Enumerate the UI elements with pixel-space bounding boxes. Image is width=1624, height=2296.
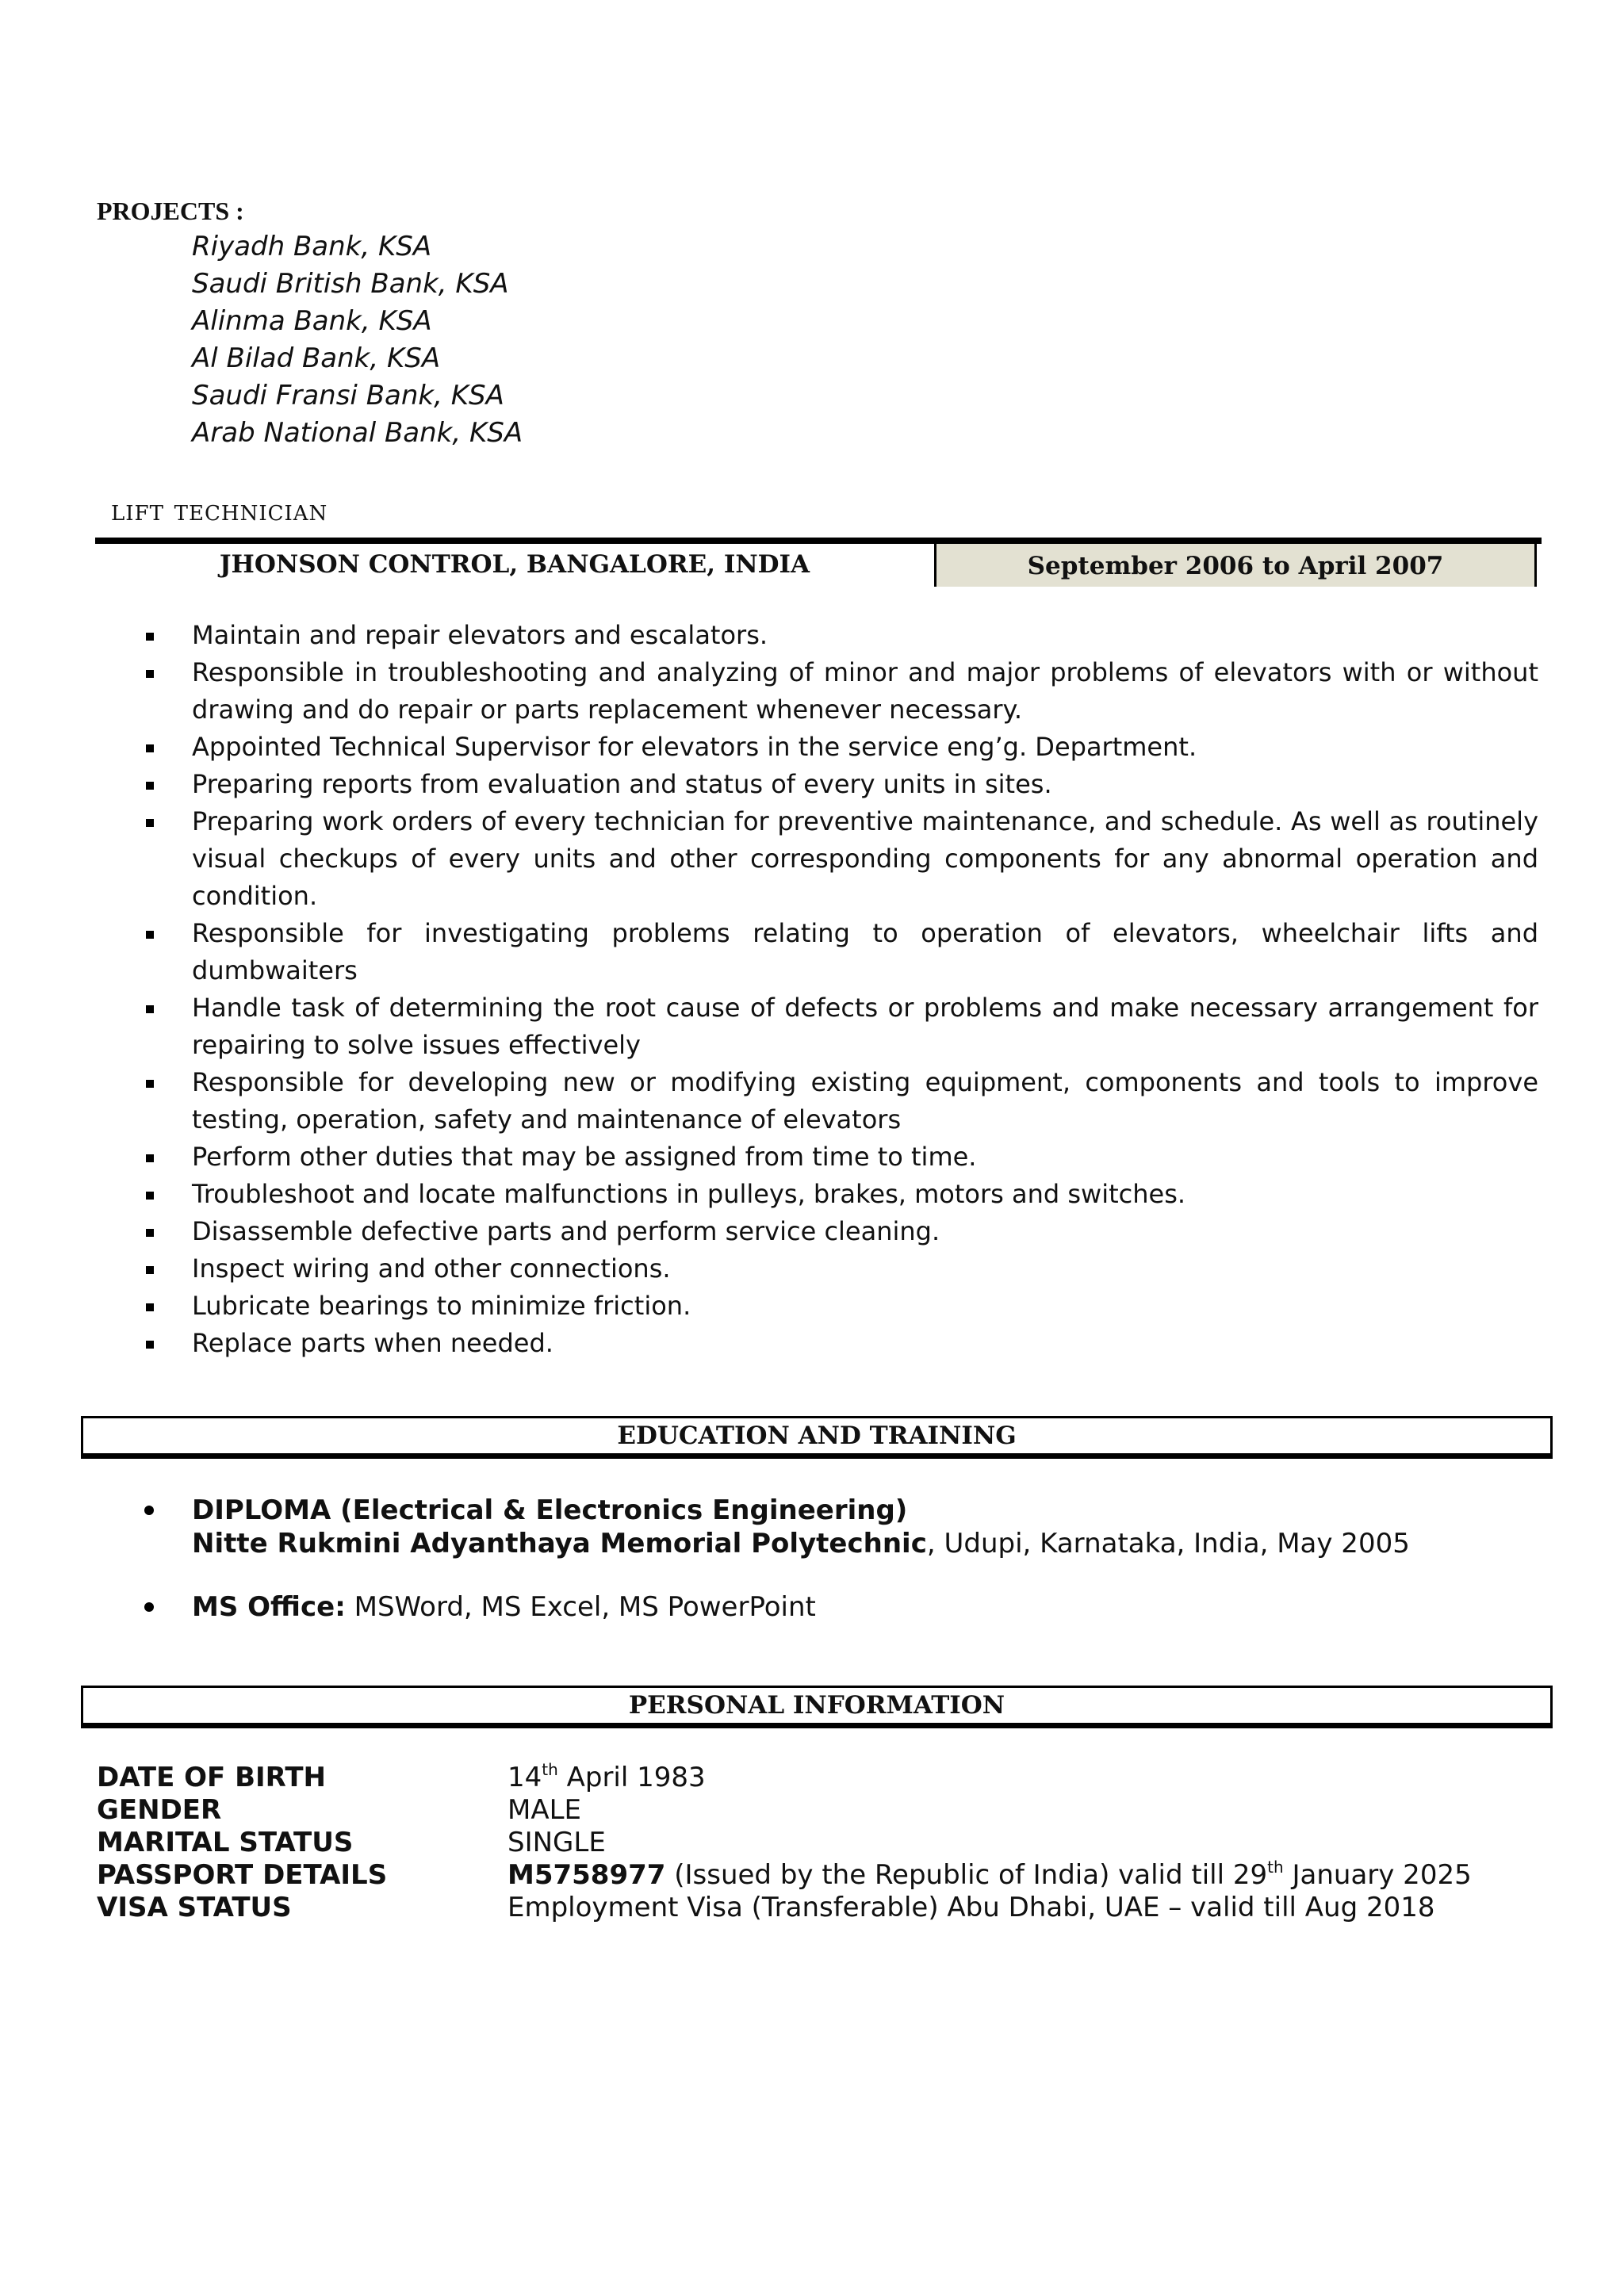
- ms-office-value: MSWord, MS Excel, MS PowerPoint: [345, 1591, 816, 1623]
- bullet-icon: [144, 1602, 154, 1612]
- gender-value: MALE: [508, 1794, 582, 1826]
- duty-item: Disassemble defective parts and perform service cleaning.: [192, 1213, 1538, 1250]
- duty-item: Maintain and repair elevators and escalators.: [192, 617, 1538, 654]
- projects-label: PROJECTS :: [97, 197, 244, 225]
- duty-item: Replace parts when needed.: [192, 1325, 1538, 1362]
- visa-label: VISA STATUS: [97, 1892, 292, 1923]
- education-heading: EDUCATION AND TRAINING: [81, 1416, 1553, 1456]
- duty-item: Responsible for developing new or modifying existing equipment, components and tools to improve testing, operation, safety and maintenance of elevators: [192, 1064, 1538, 1138]
- duties-list: [192, 617, 1538, 1362]
- duty-item: Responsible for investigating problems relating to operation of elevators, wheelchair lifts and dumbwaiters: [192, 915, 1538, 989]
- marital-label: MARITAL STATUS: [97, 1827, 354, 1858]
- duty-item: Troubleshoot and locate malfunctions in pulleys, brakes, motors and switches.: [192, 1176, 1538, 1213]
- duty-item: Responsible in troubleshooting and analyzing of minor and major problems of elevators with or without drawing and do repair or parts replacement whenever necessary.: [192, 654, 1538, 729]
- marital-value: SINGLE: [508, 1827, 606, 1858]
- dob-value: 14th April 1983: [508, 1760, 706, 1793]
- diploma-title: DIPLOMA (Electrical & Electronics Engineering): [192, 1494, 908, 1526]
- duty-item: Perform other duties that may be assigned from time to time.: [192, 1138, 1538, 1176]
- personal-info-heading: PERSONAL INFORMATION: [81, 1686, 1553, 1725]
- duty-item: Handle task of determining the root cause of defects or problems and make necessary arrangement for repairing to solve issues effectively: [192, 989, 1538, 1064]
- skills-entry: [192, 1590, 816, 1624]
- project-list: [192, 228, 523, 452]
- institution-details: , Udupi, Karnataka, India, May 2005: [926, 1528, 1410, 1559]
- passport-label: PASSPORT DETAILS: [97, 1859, 388, 1891]
- education-entry: [192, 1494, 1410, 1560]
- project-item: Saudi British Bank, KSA: [192, 268, 509, 300]
- bullet-icon: [144, 1506, 154, 1515]
- project-item: Arab National Bank, KSA: [192, 417, 523, 449]
- duty-item: Lubricate bearings to minimize friction.: [192, 1288, 1538, 1325]
- visa-value: Employment Visa (Transferable) Abu Dhabi, UAE – valid till Aug 2018: [508, 1892, 1435, 1923]
- duty-item: Appointed Technical Supervisor for elevators in the service eng’g. Department.: [192, 729, 1538, 766]
- job-title: lift technician: [111, 493, 328, 527]
- job-header: [95, 544, 1542, 587]
- duty-item: Preparing reports from evaluation and status of every units in sites.: [192, 766, 1538, 803]
- divider: [95, 538, 1542, 544]
- project-item: Alinma Bank, KSA: [192, 305, 432, 337]
- ms-office-label: MS Office:: [192, 1591, 346, 1623]
- project-item: Al Bilad Bank, KSA: [192, 342, 441, 374]
- duty-item: Preparing work orders of every technician for preventive maintenance, and schedule. As well as routinely visual checkups of every units and other corresponding components for any abnormal operation and condition.: [192, 803, 1538, 915]
- duty-item: Inspect wiring and other connections.: [192, 1250, 1538, 1288]
- project-item: Riyadh Bank, KSA: [192, 231, 432, 262]
- institution-name: Nitte Rukmini Adyanthaya Memorial Polytechnic: [192, 1528, 927, 1559]
- company-name: JHONSON CONTROL, BANGALORE, INDIA: [219, 550, 810, 579]
- dob-label: DATE OF BIRTH: [97, 1762, 326, 1793]
- gender-label: GENDER: [97, 1794, 222, 1826]
- project-item: Saudi Fransi Bank, KSA: [192, 380, 504, 411]
- passport-value: M5758977 (Issued by the Republic of India) valid till 29th January 2025: [508, 1858, 1472, 1891]
- employment-dates: September 2006 to April 2007: [934, 544, 1537, 587]
